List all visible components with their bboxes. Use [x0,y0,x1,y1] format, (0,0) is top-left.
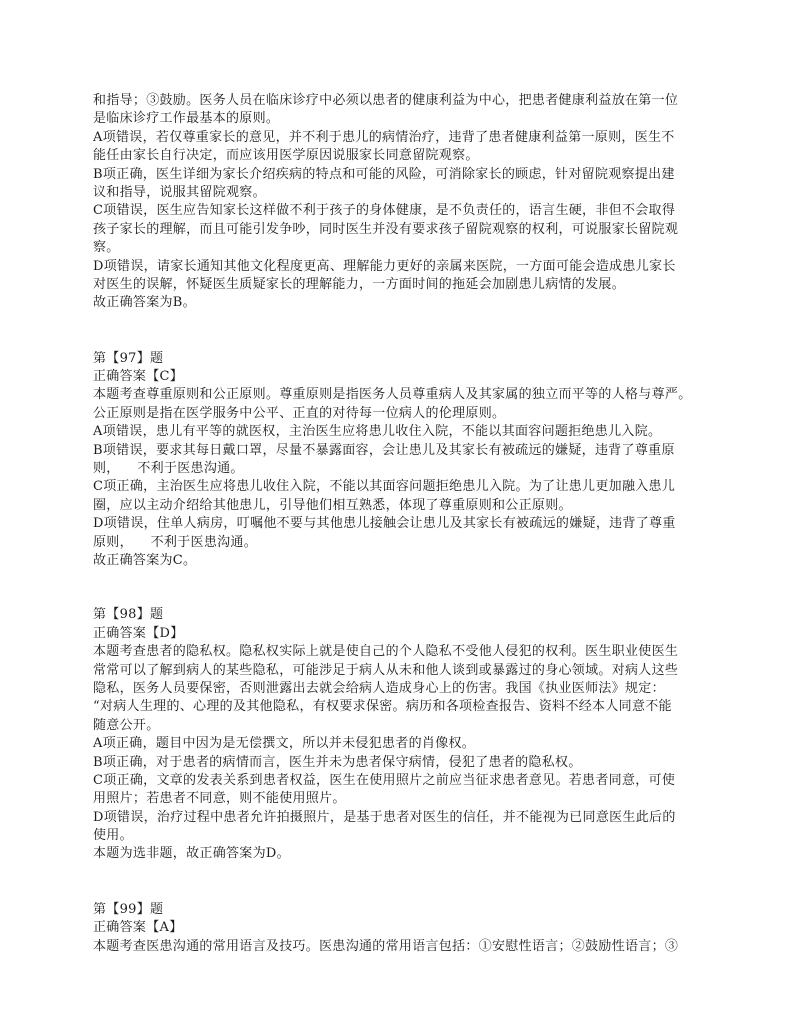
answer-conclusion: 故正确答案为B。 [93,295,196,311]
text-line: C项正确，主治医生应将患儿收住入院，不能以其面容问题拒绝患儿入院。为了让患儿更加融入患儿 [93,479,676,495]
correct-answer: 正确答案【A】 [93,920,183,936]
text-line: 本题考查患者的隐私权。隐私权实际上就是使自己的个人隐私不受他人侵犯的权利。医生职业使医生 [93,644,679,660]
answer-conclusion: 本题为选非题，故正确答案为D。 [93,846,290,862]
question-97 [93,350,713,571]
text-line: B项正确，医生详细为家长介绍疾病的特点和可能的风险，可消除家长的顾虑，针对留院观察提出建 [93,166,675,182]
question-title: 第【99】题 [93,901,164,917]
question-title: 第【97】题 [93,350,164,366]
text-line: 圈，应以主动介绍给其他患儿，引导他们相互熟悉，体现了尊重原则和公正原则。 [93,497,572,513]
text-line: B项正确，对于患者的病情而言，医生并未为患者保守病情，侵犯了患者的隐私权。 [93,754,582,770]
correct-answer: 正确答案【C】 [93,369,184,385]
text-line: 用照片；若患者不同意，则不能使用照片。 [93,791,346,807]
text-line: 议和指导，说服其留院观察。 [93,184,266,200]
text-line: 察。 [93,240,120,256]
text-line: B项错误，要求其每日戴口罩，尽量不暴露面容，会让患儿及其家长有被疏远的嫌疑，违背了尊重原 [93,442,675,458]
text-line: 使用。 [93,828,133,844]
text-line: 孩子家长的理解，而且可能引发争吵，同时医生并没有要求孩子留院观察的权利，可说服家长留院观 [93,221,679,237]
document-page [93,92,713,956]
text-line: C项正确，文章的发表关系到患者权益，医生在使用照片之前应当征求患者意见。若患者同意，可使 [93,772,676,788]
text-line: 和指导；③鼓励。医务人员在临床诊疗中必须以患者的健康利益为中心，把患者健康利益放在第一位 [93,93,679,108]
text-line: 本题考查医患沟通的常用语言及技巧。医患沟通的常用语言包括：①安慰性语言；②鼓励性语言；③ [93,938,679,954]
text-line: A项错误，若仅尊重家长的意见，并不利于患儿的病情治疗，违背了患者健康利益第一原则，医生不 [93,129,675,145]
previous-explanation [93,92,713,313]
question-98 [93,606,713,863]
text-line: A项错误，患儿有平等的就医权，主治医生应将患儿收住入院，不能以其面容问题拒绝患儿入院。 [93,424,662,440]
text-line: 公正原则是指在医学服务中公平、正直的对待每一位病人的伦理原则。 [93,405,506,421]
text-line: D项错误，住单人病房，叮嘱他不要与其他患儿接触会让患儿及其家长有被疏远的嫌疑，违背了尊重 [93,516,676,532]
text-line: “对病人生理的、心理的及其他隐私，有权要求保密。病历和各项检查报告、资料不经本人同意不能 [93,699,672,715]
text-line: 常常可以了解到病人的某些隐私，可能涉足于病人从未和他人谈到或暴露过的身心领域。对病人这些 [93,662,679,678]
text-line: C项错误，医生应告知家长这样做不利于孩子的身体健康，是不负责任的，语言生硬，非但不会取得 [93,203,676,219]
text-line: 隐私，医务人员要保密，否则泄露出去就会给病人造成身心上的伤害。我国《执业医师法》规定： [93,680,665,696]
text-line: 本题考查尊重原则和公正原则。尊重原则是指医务人员尊重病人及其家属的独立而平等的人格与尊严。 [93,387,692,403]
text-line: 随意公开。 [93,717,160,733]
text-line: 能任由家长自行决定，而应该用医学原因说服家长同意留院观察。 [93,148,479,164]
text-line: 对医生的误解，怀疑医生质疑家长的理解能力，一方面时间的拖延会加剧患儿病情的发展。 [93,276,626,292]
question-99 [93,901,713,956]
correct-answer: 正确答案【D】 [93,625,184,641]
text-line: 是临床诊疗工作最基本的原则。 [93,111,280,127]
text-line: A项正确，题目中因为是无偿撰文，所以并未侵犯患者的肖像权。 [93,736,476,752]
question-title: 第【98】题 [93,607,164,623]
text-line: 原则， 不利于医患沟通。 [93,534,258,550]
answer-conclusion: 故正确答案为C。 [93,552,197,568]
text-line: D项错误，治疗过程中患者允许拍摄照片，是基于患者对医生的信任，并不能视为已同意医生此后的 [93,809,676,825]
text-line: D项错误，请家长通知其他文化程度更高、理解能力更好的亲属来医院，一方面可能会造成患儿家长 [93,258,676,274]
text-line: 则， 不利于医患沟通。 [93,461,244,477]
